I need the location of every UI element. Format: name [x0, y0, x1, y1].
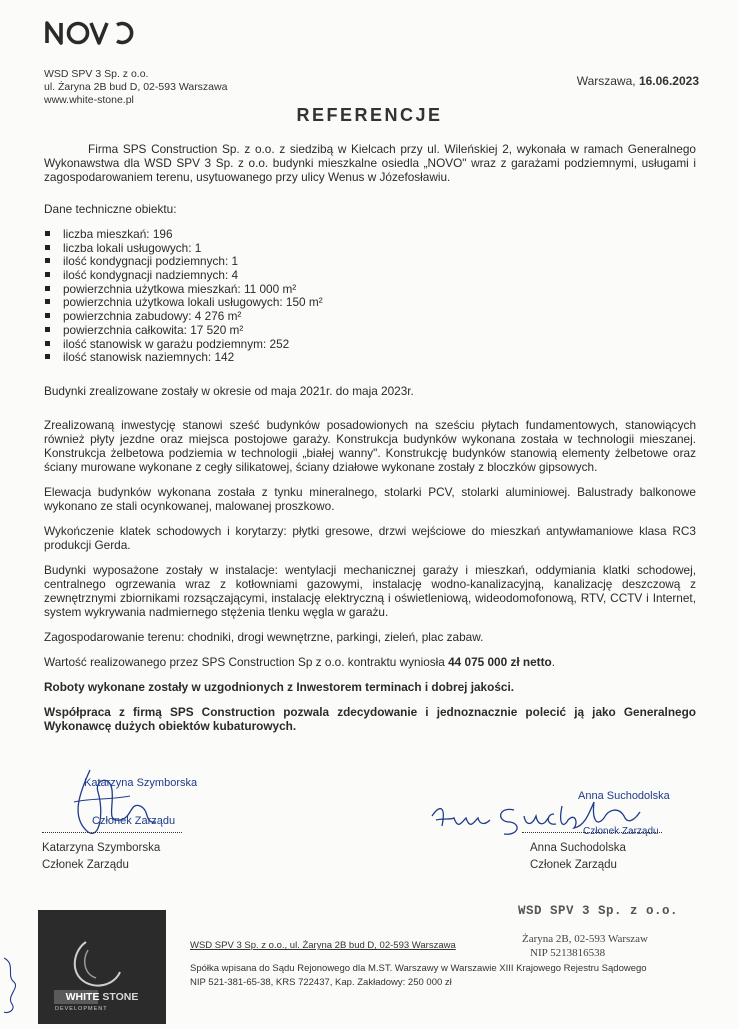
footer-registry-line1: Spółka wpisana do Sądu Rejonowego dla M.ST. Warszawy w Warszawie XIII Krajowego Rejestru Sądowego	[190, 963, 647, 974]
land-paragraph: Zagospodarowanie terenu: chodniki, drogi wewnętrzne, parkingi, zieleń, plac zabaw.	[44, 629, 484, 644]
contract-value: 44 075 000 zł netto	[448, 654, 552, 669]
facade-paragraph: Elewacja budynków wykonana została z tynku mineralnego, stolarki PCV, stolarki aluminiowej. Balustrady balkonowe wykonano ze stali ocynkowanej, malowanej proszkowo.	[44, 484, 696, 513]
logo-stone: STONE	[102, 991, 139, 1003]
right-signatory-name: Anna Suchodolska	[530, 842, 626, 854]
date: 16.06.2023	[638, 74, 699, 88]
logo-white: WHITE	[65, 991, 100, 1003]
left-signatory-role: Członek Zarządu	[42, 859, 129, 871]
left-signatory	[42, 840, 160, 874]
footer-address: WSD SPV 3 Sp. z o.o., ul. Żaryna 2B bud D, 02-593 Warszawa	[190, 940, 456, 951]
company-stamp-street: Żaryna 2B, 02-593 Warszaw	[522, 933, 648, 945]
contract-suffix: .	[551, 654, 556, 669]
terms-paragraph: Roboty wykonane zostały w uzgodnionych z Inwestorem terminach i dobrej jakości.	[44, 679, 514, 694]
company-stamp-address	[522, 932, 648, 960]
list-item: liczba mieszkań: 196	[44, 227, 696, 241]
novo-logo	[45, 16, 135, 53]
company-stamp-name: WSD SPV 3 Sp. z o.o.	[518, 904, 679, 918]
list-item: ilość kondygnacji podziemnych: 1	[44, 254, 696, 268]
recommendation-paragraph: Współpraca z firmą SPS Construction pozwala zdecydowanie i jednoznacznie polecić ją jako Generalnego Wykonawcę dużych obiektów kubaturowych.	[44, 704, 696, 733]
finishing-paragraph: Wykończenie klatek schodowych i korytarzy: płytki gresowe, drzwi wejściowe do mieszkań antywłamaniowe klasa RC3 produkcji Gerda.	[44, 523, 696, 552]
left-signature-line	[42, 832, 182, 833]
left-signatory-name: Katarzyna Szymborska	[42, 842, 161, 854]
contract-paragraph	[44, 655, 696, 669]
tech-list	[44, 227, 696, 364]
margin-scribble	[0, 952, 24, 1016]
right-handwritten-signature	[428, 796, 644, 842]
footer-registry-line2: NIP 521-381-65-38, KRS 722437, Kap. Zakładowy: 250 000 zł	[190, 977, 452, 988]
right-signatory	[530, 840, 626, 874]
right-stamp-role: Członek Zarządu	[583, 826, 659, 837]
installations-paragraph: Budynki wyposażone zostały w instalacje: wentylacji mechanicznej garaży i mieszkań, oddymiania klatki schodowej, centralnego ogrzewania wraz z kotłowniami gazowymi, instalację wodno-kanalizacyjną, kanalizację deszczową z zewnętrznymi zbiornikami rozsączającymi, instalację elektryczną i oświetleniową, wideodomofonową, RTV, CCTV i Internet, system wykrywania nadmiernego stężenia tlenku węgla w garażu.	[44, 562, 696, 619]
contract-prefix: Wartość realizowanego przez SPS Construction Sp z o.o. kontraktu wyniosła	[44, 654, 449, 669]
white-stone-logo	[38, 910, 166, 1024]
list-item: powierzchnia użytkowa mieszkań: 11 000 m²	[44, 282, 696, 296]
place: Warszawa,	[576, 74, 636, 88]
list-item: powierzchnia użytkowa lokali usługowych: 150 m²	[44, 295, 696, 309]
document-title: REFERENCJE	[296, 105, 443, 125]
investment-paragraph: Zrealizowaną inwestycję stanowi sześć budynków posadowionych na sześciu płytach fundamentowych, stanowiących również płyty jezdne oraz miejsca postojowe garaży. Konstrukcja budynków wykonana została w technologii mieszanej. Konstrukcja żelbetowa podziemia w technologii „białej wanny". Konstrukcję budynków stanowią elementy żelbetowe oraz ściany murowane wykonane z cegły silikatowej, ściany działowe wykonane zostały z bloczków gipsowych.	[44, 417, 696, 474]
footer-registry	[190, 962, 647, 990]
novo-logo-mark	[45, 19, 135, 45]
place-date	[577, 74, 699, 88]
right-signatory-role: Członek Zarządu	[530, 859, 617, 871]
left-handwritten-signature	[60, 762, 180, 842]
tech-heading: Dane techniczne obiektu:	[44, 202, 177, 216]
sender-website: www.white-stone.pl	[44, 94, 134, 106]
left-stamp-role: Członek Zarządu	[92, 815, 176, 827]
list-item: ilość stanowisk naziemnych: 142	[44, 350, 696, 364]
intro-paragraph: Firma SPS Construction Sp. z o.o. z siedzibą w Kielcach przy ul. Wileńskiej 2, wykonała w ramach Generalnego Wykonawstwa dla WSD SPV 3 Sp. z o.o. budynki mieszkalne osiedla „NOVO" wraz z garażami podziemnymi, usługami i zagospodarowaniem terenu, usytuowanego przy ulicy Wenus w Józefosławiu.	[44, 142, 696, 184]
sender-info	[44, 68, 227, 107]
list-item: powierzchnia zabudowy: 4 276 m²	[44, 309, 696, 323]
sender-company: WSD SPV 3 Sp. z o.o.	[44, 68, 149, 80]
list-item: ilość stanowisk w garażu podziemnym: 252	[44, 337, 696, 351]
company-stamp-nip: NIP 5213816538	[530, 947, 606, 959]
sender-address: ul. Żaryna 2B bud D, 02-593 Warszawa	[44, 81, 228, 93]
list-item: ilość kondygnacji nadziemnych: 4	[44, 268, 696, 282]
left-stamp-name: Katarzyna Szymborska	[84, 777, 198, 789]
right-signature-line	[522, 832, 662, 833]
logo-subtitle: DEVELOPMENT	[55, 1006, 108, 1012]
list-item: liczba lokali usługowych: 1	[44, 241, 696, 255]
right-stamp-name: Anna Suchodolska	[578, 790, 670, 802]
letter-body	[44, 142, 696, 744]
list-item: powierzchnia całkowita: 17 520 m²	[44, 323, 696, 337]
period-paragraph: Budynki zrealizowane zostały w okresie od maja 2021r. do maja 2023r.	[44, 383, 414, 398]
